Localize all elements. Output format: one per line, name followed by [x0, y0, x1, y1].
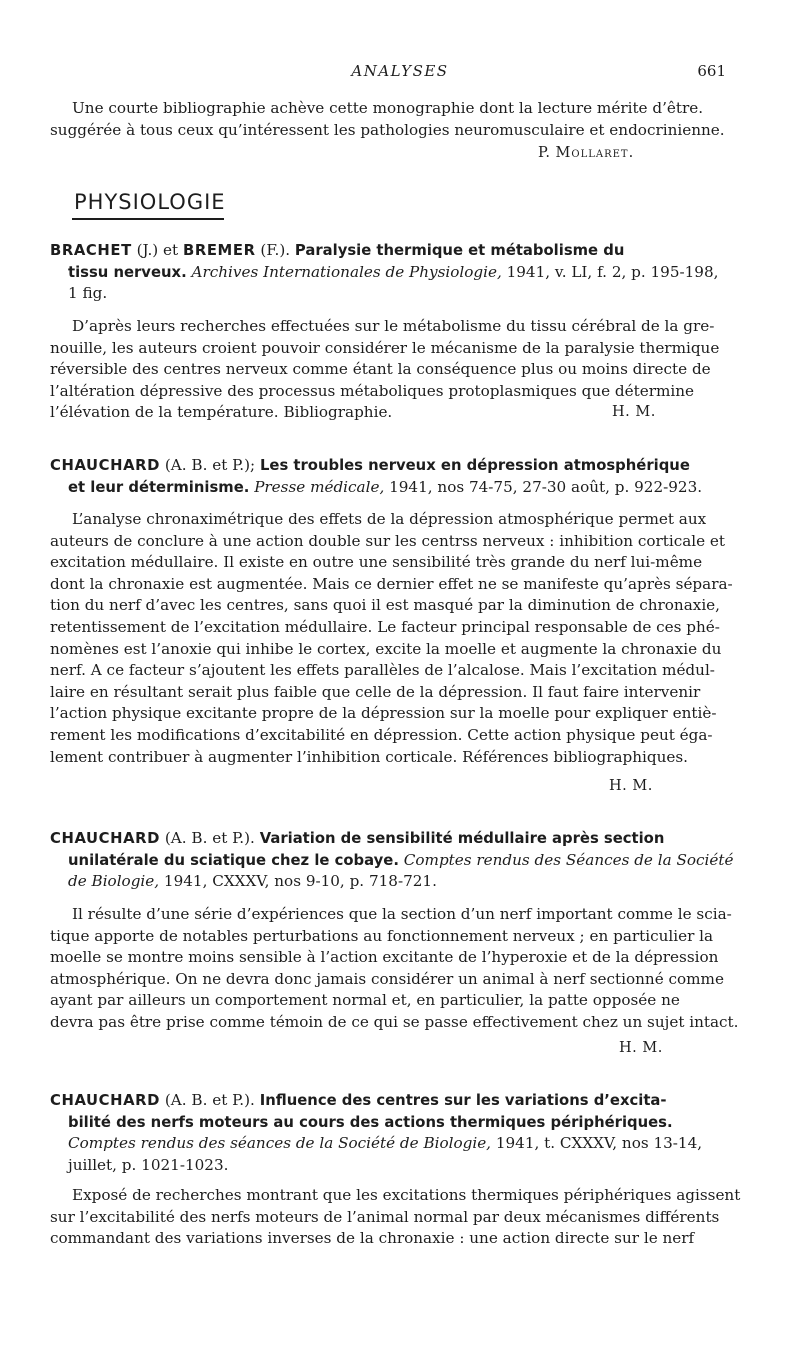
heading-text: 1941, v. LI, f. 2, p. 195-198,	[501, 262, 719, 281]
text-line: sur l’excitabilité des nerfs moteurs de l’animal normal par deux mécanismes différents	[50, 1207, 720, 1226]
heading-line	[50, 1112, 740, 1134]
heading-line	[50, 1133, 740, 1155]
text-line: l’élévation de la température. Bibliographie.	[50, 403, 393, 422]
entry-title: Les troubles nerveux en dépression atmosphérique	[259, 457, 690, 474]
text-line: nouille, les auteurs croient pouvoir considérer le mécanisme de la paralysie thermique	[50, 338, 720, 357]
heading-line	[50, 828, 740, 850]
entry-authors: CHAUCHARD	[50, 457, 161, 474]
entry-authors: BREMER	[182, 242, 256, 259]
entry-heading	[50, 828, 740, 893]
text-line: L’analyse chronaximétrique des effets de la dépression atmosphérique permet aux	[72, 510, 707, 528]
page-header	[0, 62, 800, 86]
text-line: auteurs de conclure à une action double sur les centrss nerveux : inhibition corticale et	[50, 531, 726, 550]
text-line: Exposé de recherches montrant que les excitations thermiques périphériques agissent	[72, 1186, 741, 1204]
intro-paragraph	[50, 98, 740, 141]
text-line: Une courte bibliographie achève cette monographie dont la lecture mérite d’être.	[72, 99, 704, 117]
text-line: moelle se montre moins sensible à l’action excitante de l’hyperoxie et de la dépression	[50, 948, 719, 967]
heading-text: (A. B. et P.).	[160, 1091, 260, 1109]
text-line: devra pas être prise comme témoin de ce qui se passe effectivement chez un sujet intact.	[50, 1012, 739, 1031]
heading-line	[50, 240, 740, 262]
text-line: D’après leurs recherches effectuées sur le métabolisme du tissu cérébral de la gre-	[72, 317, 715, 335]
running-title: ANALYSES	[351, 62, 449, 80]
section-underline	[72, 218, 224, 220]
text-line: laire en résultant serait plus faible que celle de la dépression. Il faut faire intervenir	[50, 682, 701, 701]
text-line: nomènes est l’anoxie qui inhibe le cortex, excite la moelle et augmente la chronaxie du	[50, 639, 722, 658]
heading-text: (F.).	[255, 241, 295, 259]
text-line: atmosphérique. On ne devra donc jamais considérer un animal à nerf sectionné comme	[50, 969, 724, 988]
text-line: l’action physique excitante propre de la dépression sur la moelle pour expliquer entiè-	[50, 704, 717, 723]
entry-title: et leur déterminisme.	[68, 478, 250, 496]
entry-heading	[50, 455, 740, 498]
text-line: dont la chronaxie est augmentée. Mais ce dernier effet ne se manifeste qu’après sépara-	[50, 574, 733, 593]
entry-title: Influence des centres sur les variations d’excita-	[259, 1092, 667, 1109]
text-line: tique apporte de notables perturbations au fonctionnement nerveux ; en particulier la	[50, 926, 714, 945]
entry-body	[50, 904, 740, 1034]
section-title: PHYSIOLOGIE	[74, 190, 226, 214]
text-line: retentissement de l’excitation médullaire. Le facteur principal responsable de ces phé-	[50, 617, 720, 636]
heading-line	[50, 850, 740, 872]
entry-authors: BRACHET	[50, 242, 132, 259]
entry-authors: CHAUCHARD	[50, 830, 161, 847]
heading-text: 1941, t. CXXXV, nos 13-14,	[491, 1134, 703, 1153]
entry-title: tissu nerveux.	[68, 263, 187, 281]
intro-signature	[538, 145, 634, 161]
heading-line	[50, 477, 740, 499]
text-line: suggérée à tous ceux qu’intéressent les pathologies neuromusculaire et endocrinienne.	[50, 120, 725, 139]
text-line: rement les modifications d’excitabilité en dépression. Cette action physique peut éga-	[50, 725, 713, 744]
entry-journal: Comptes rendus des Séances de la Société	[403, 850, 734, 869]
text-line: ayant par ailleurs un comportement normal et, en particulier, la patte opposée ne	[50, 991, 680, 1010]
heading-text: juillet, p. 1021-1023.	[68, 1155, 229, 1174]
entry-signature: H. M.	[619, 1040, 663, 1056]
heading-line	[50, 1090, 740, 1112]
entry-authors: CHAUCHARD	[50, 1092, 161, 1109]
entry-title: unilatérale du sciatique chez le cobaye.	[68, 851, 399, 869]
heading-line	[50, 1155, 740, 1177]
text-line: nerf. A ce facteur s’ajoutent les effets parallèles de l’alcalose. Mais l’excitation médul-	[50, 661, 715, 680]
entry-signature: H. M.	[609, 778, 653, 794]
heading-text: (A. B. et P.).	[160, 829, 260, 847]
text-line: Il résulte d’une série d’expériences que la section d’un nerf important comme le scia-	[72, 905, 732, 923]
entry-title: bilité des nerfs moteurs au cours des actions thermiques périphériques.	[68, 1113, 673, 1131]
entry-body	[50, 1185, 740, 1250]
heading-line	[50, 283, 740, 305]
entry-heading	[50, 1090, 740, 1176]
entry-heading	[50, 240, 740, 305]
text-line: réversible des centres nerveux comme étant la conséquence plus ou moins directe de	[50, 360, 711, 379]
entry-title: Paralysie thermique et métabolisme du	[294, 242, 625, 259]
text-line: l’altération dépressive des processus métaboliques protoplasmiques que détermine	[50, 381, 695, 400]
entry-body	[50, 509, 740, 768]
heading-text: 1941, nos 74-75, 27-30 août, p. 922-923.	[384, 477, 703, 496]
entry-journal: Presse médicale,	[254, 477, 385, 496]
heading-text: 1941, CXXXV, nos 9-10, p. 718-721.	[159, 872, 437, 891]
heading-text: (A. B. et P.);	[160, 456, 260, 474]
entry-journal: de Biologie,	[68, 872, 160, 891]
heading-line	[50, 262, 740, 284]
signature-initial: P.	[538, 145, 551, 161]
entry-journal: Comptes rendus des séances de la Société de Biologie,	[68, 1134, 492, 1153]
text-line: lement contribuer à augmenter l’inhibition corticale. Références bibliographiques.	[50, 747, 689, 766]
entry-journal: Archives Internationales de Physiologie,	[191, 262, 502, 281]
heading-line	[50, 455, 740, 477]
signature-name: Mollaret.	[555, 145, 635, 161]
heading-text: 1 fig.	[68, 284, 108, 303]
heading-text: (J.) et	[131, 241, 183, 259]
heading-line	[50, 871, 740, 893]
text-line: tion du nerf d’avec les centres, sans quoi il est masqué par la diminution de chronaxie,	[50, 596, 721, 615]
entry-signature: H. M.	[612, 404, 656, 420]
page-number: 661	[697, 62, 726, 80]
entry-title: Variation de sensibilité médullaire après section	[259, 830, 665, 847]
text-line: commandant des variations inverses de la chronaxie : une action directe sur le nerf	[50, 1229, 695, 1248]
text-line: excitation médullaire. Il existe en outre une sensibilité très grande du nerf lui-même	[50, 553, 703, 572]
